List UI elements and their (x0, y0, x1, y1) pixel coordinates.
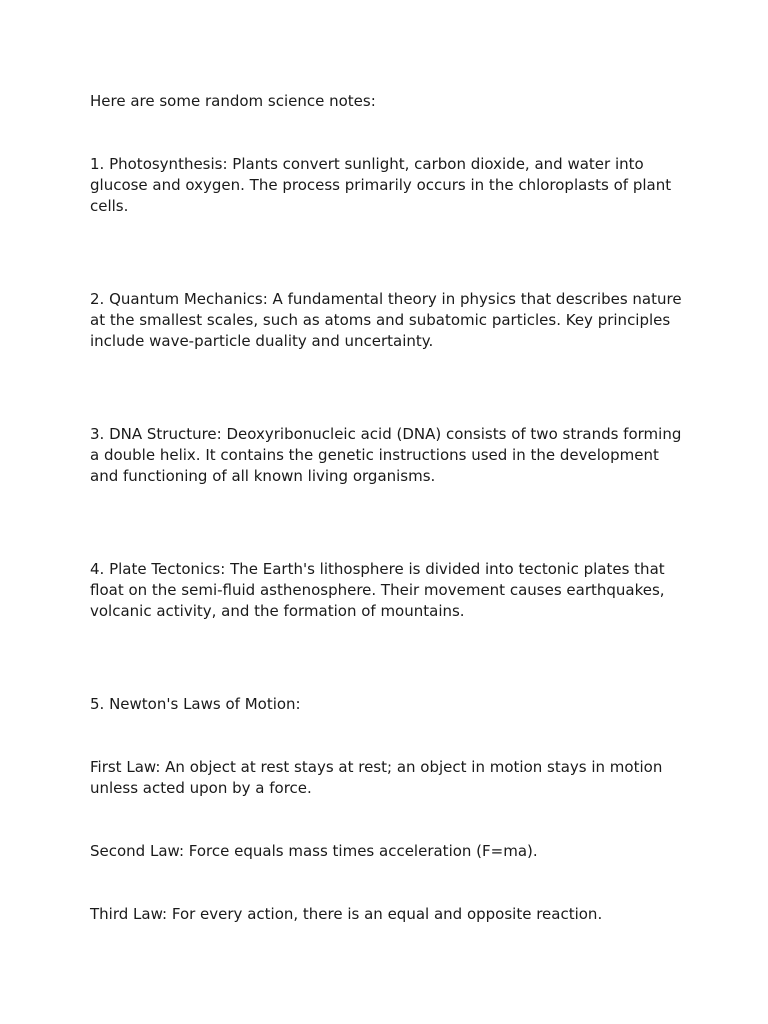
note-newtons-laws-heading: 5. Newton's Laws of Motion: (90, 695, 301, 713)
law-first: First Law: An object at rest stays at rest; an object in motion stays in motion unless acted upon by a force. (90, 758, 663, 797)
note-photosynthesis: 1. Photosynthesis: Plants convert sunlight, carbon dioxide, and water into glucose and oxygen. The process primarily occurs in the chloroplasts of plant cells. (90, 155, 672, 215)
document-page (90, 91, 690, 925)
note-dna-structure: 3. DNA Structure: Deoxyribonucleic acid (DNA) consists of two strands forming a double helix. It contains the genetic instructions used in the development and functioning of all known living organisms. (90, 425, 682, 485)
intro-text: Here are some random science notes: (90, 92, 376, 110)
note-quantum-mechanics: 2. Quantum Mechanics: A fundamental theory in physics that describes nature at the smallest scales, such as atoms and subatomic particles. Key principles include wave-particle duality and uncertainty. (90, 290, 682, 350)
law-third: Third Law: For every action, there is an equal and opposite reaction. (90, 905, 603, 923)
note-plate-tectonics: 4. Plate Tectonics: The Earth's lithosphere is divided into tectonic plates that float on the semi-fluid asthenosphere. Their movement causes earthquakes, volcanic activity, and the formation of mountains. (90, 560, 665, 620)
law-second: Second Law: Force equals mass times acceleration (F=ma). (90, 842, 538, 860)
